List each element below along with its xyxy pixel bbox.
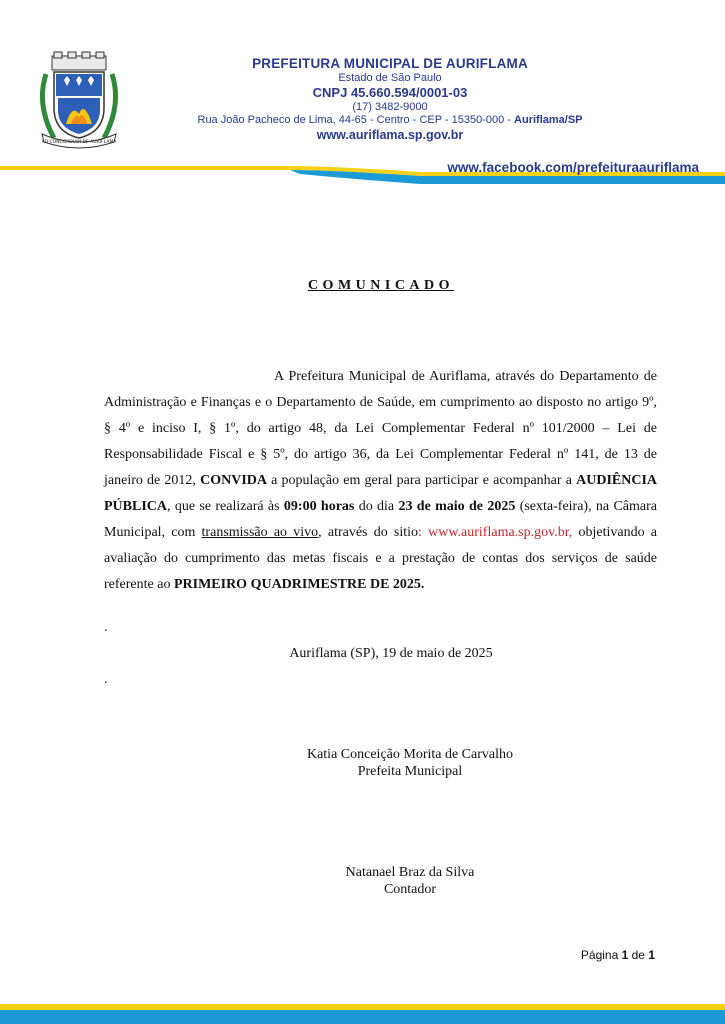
separator-dot: . [104,620,108,635]
municipal-crest-icon [34,50,124,150]
main-paragraph [104,364,657,598]
letterhead [150,56,630,143]
text-segment: , através do sitio [318,525,419,540]
document-title: COMUNICADO [307,278,455,293]
footer-stripes [0,1004,725,1024]
bold-audiencia: AUDIÊNCIA PÚBLICA [104,473,658,514]
signer-role: Prefeita Municipal [357,764,463,779]
text-segment: objetivando a avaliação do cumprimento das metas fiscais e a prestação de contas dos serviços de saúde referente ao [104,525,658,592]
cnpj-line: CNPJ 45.660.594/0001-03 [312,85,468,100]
facebook-link[interactable]: www.facebook.com/prefeituraauriflama [447,160,699,175]
bold-convida: CONVIDA [200,473,267,488]
text-segment: a população em geral para participar e acompanhar a [267,473,577,488]
page-label: Página [580,948,622,962]
document-body [104,364,657,598]
page-of: de [628,948,649,962]
text-segment: do dia [354,499,399,514]
bold-data: 23 de maio de 2025 [398,499,516,514]
page-number [581,948,655,962]
org-name: PREFEITURA MUNICIPAL DE AURIFLAMA [252,56,528,71]
signature-accountant [0,864,725,898]
date-line: Auriflama (SP), 19 de maio de 2025 [289,646,493,661]
text-segment: A Prefeitura Municipal de Auriflama, através do Departamento de Administração e Finanças e o Departamento de Saúde, em cumprimento ao disposto no artigo 9º, § 4º e inciso I, § 1º, do artigo 48, da Lei Complementar Federal nº 101/2000 – Lei de Responsabilidade Fiscal e § 5º, do artigo 36, da Lei Complementar Federal nº 141, de 13 de janeiro de 2012, [104,369,657,488]
state-line: Estado de São Paulo [338,72,442,84]
page-current: 1 [621,948,629,962]
page-total: 1 [648,948,655,962]
address-text: Rua João Pacheco de Lima, 44-65 - Centro - CEP - 15350-000 - [197,114,515,126]
crest-banner-text: AD CONCORDIAM DE AURIFLAMA [41,140,117,145]
website-link[interactable]: www.auriflama.sp.gov.br, [428,525,573,540]
address-city: Auriflama/SP [514,114,583,126]
phone-line: (17) 3482-9000 [352,101,428,113]
signature-mayor [0,746,725,780]
signer-name: Katia Conceição Morita de Carvalho [306,747,514,762]
website-line[interactable]: www.auriflama.sp.gov.br [316,128,464,142]
separator-dot: . [104,672,108,687]
address-line [150,114,630,127]
bold-hora: 09:00 horas [283,499,355,514]
text-segment: , que se realizará às [167,499,284,514]
signer-name: Natanael Braz da Silva [345,865,475,880]
underlined-transmissao: transmissão ao vivo [201,525,319,540]
colon: : [418,525,429,540]
text-segment: (sexta-feira), na Câmara Municipal, com [104,499,657,540]
signer-role: Contador [383,882,437,897]
bold-quadrimestre: PRIMEIRO QUADRIMESTRE DE 2025. [173,577,425,592]
